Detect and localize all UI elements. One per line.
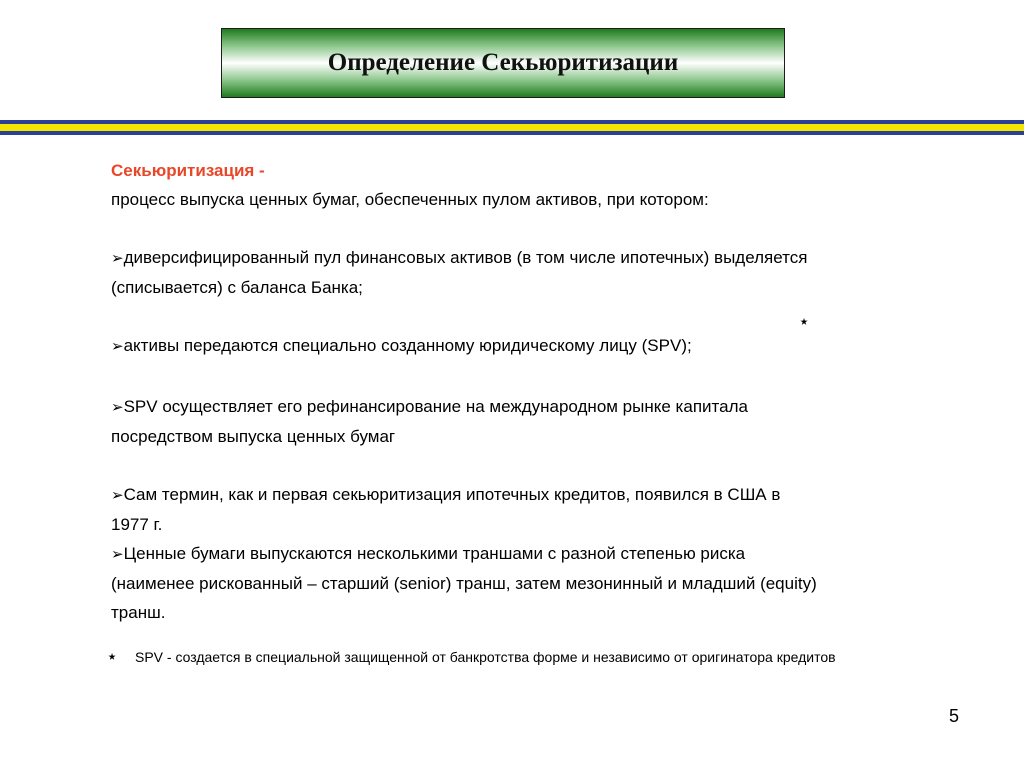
arrow-bullet-icon: ➢	[111, 250, 124, 267]
footnote	[108, 648, 968, 667]
slide-body	[111, 156, 971, 627]
bullet-item-continuation: (списывается) с баланса Банка;	[111, 278, 363, 297]
bullet-item: ➢активы передаются специально созданному юридическому лицу (SPV);	[111, 336, 692, 355]
bullet-item: ➢Ценные бумаги выпускаются несколькими траншами с разной степенью риска	[111, 544, 746, 563]
arrow-bullet-icon: ➢	[111, 546, 124, 563]
definition-text: процесс выпуска ценных бумаг, обеспеченных пулом активов, при котором:	[111, 190, 709, 209]
slide-title: Определение Секьюритизации	[327, 49, 679, 76]
bullet-item-continuation: 1977 г.	[111, 515, 163, 534]
arrow-bullet-icon: ➢	[111, 487, 124, 504]
header-stripe-blue-bottom	[0, 131, 1024, 135]
arrow-bullet-icon: ➢	[111, 338, 124, 355]
bullet-item: ➢Сам термин, как и первая секьюритизация ипотечных кредитов, появился в США в	[111, 485, 781, 504]
bullet-item: ➢SPV осуществляет его рефинансирование на международном рынке капитала	[111, 397, 748, 416]
page-number: 5	[949, 706, 960, 726]
arrow-bullet-icon: ➢	[111, 399, 124, 416]
footnote-star-icon: ⭑	[108, 648, 117, 665]
bullet-item-continuation: (наименее рискованный – старший (senior) транш, затем мезонинный и младший (equity)	[111, 574, 817, 593]
bullet-item-continuation: транш.	[111, 603, 166, 622]
title-banner	[221, 28, 785, 98]
header-stripe-yellow	[0, 124, 1024, 131]
term-heading: Секьюритизация -	[111, 161, 265, 180]
bullet-item-continuation: посредством выпуска ценных бумаг	[111, 427, 396, 446]
bullet-item: ➢диверсифицированный пул финансовых активов (в том числе ипотечных) выделяется	[111, 248, 808, 267]
footnote-text: SPV - создается в специальной защищенной от банкротства форме и независимо от оригинатора кредитов	[135, 649, 836, 665]
footnote-star-icon: ⭑	[800, 313, 809, 330]
